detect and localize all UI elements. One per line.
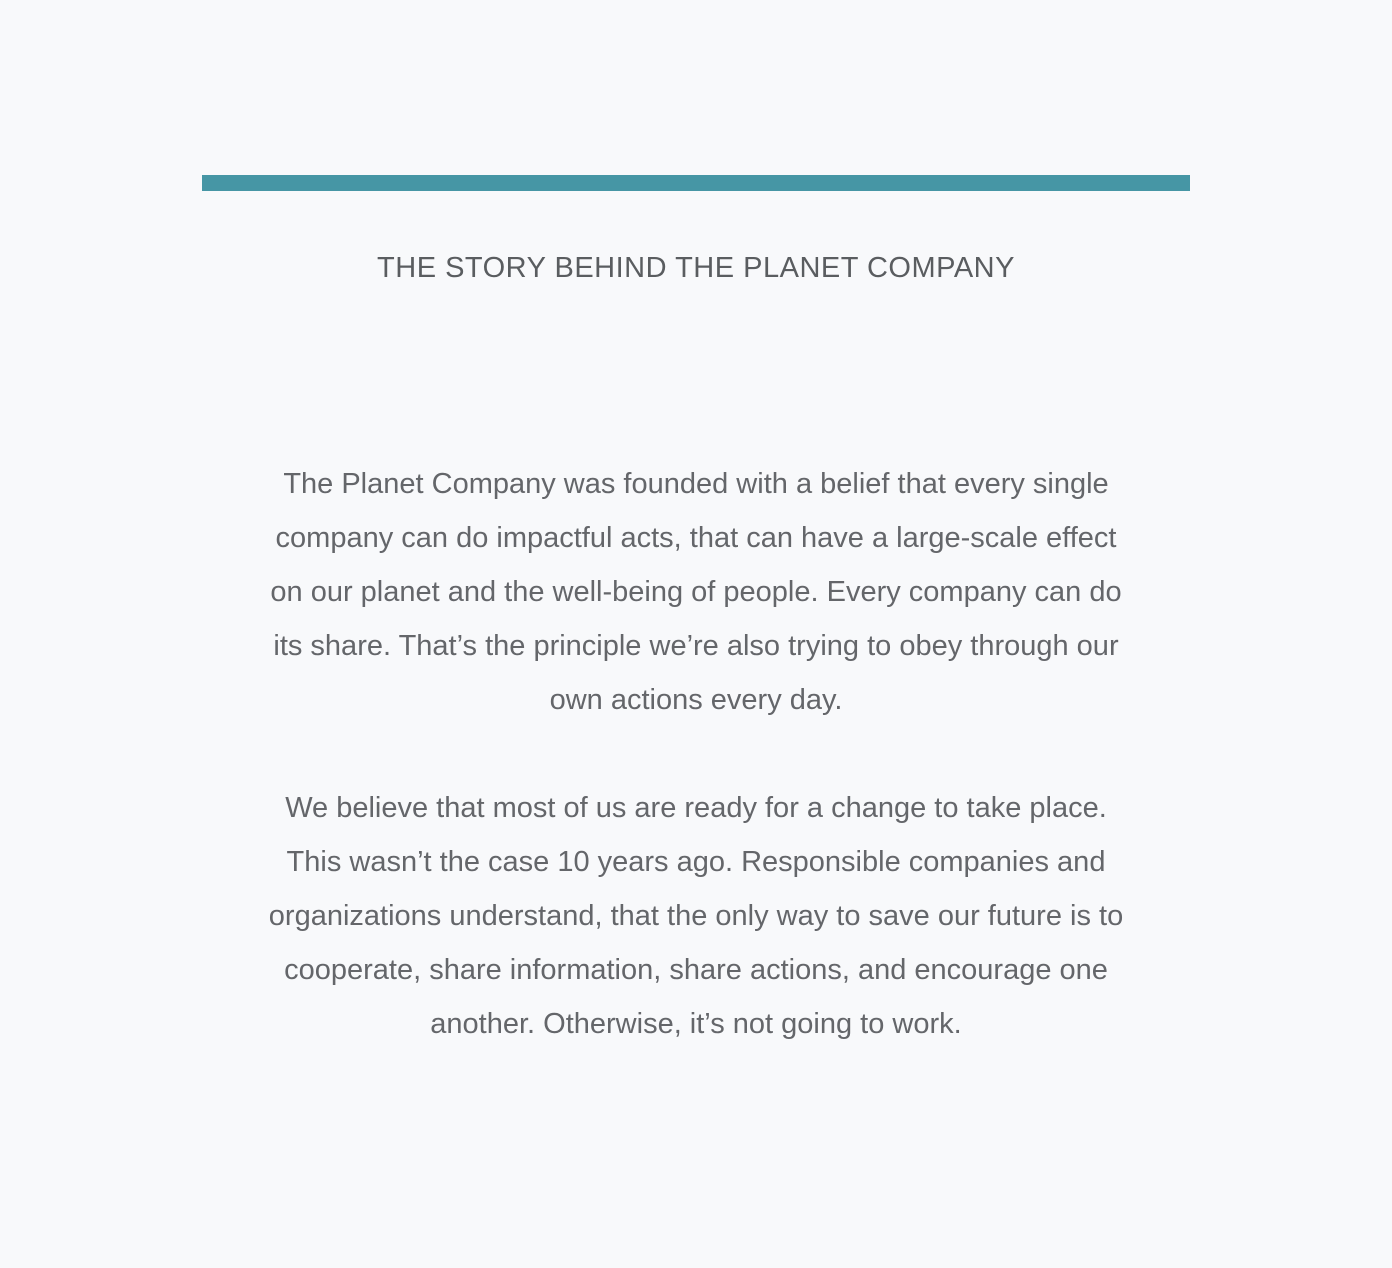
paragraph-line: own actions every day. <box>549 684 843 716</box>
paragraph-line: on our planet and the well-being of people. Every company can do <box>270 576 1122 608</box>
paragraph-2 <box>202 781 1190 1051</box>
paragraph-line: its share. That’s the principle we’re also trying to obey through our <box>273 630 1119 662</box>
paragraph-line: This wasn’t the case 10 years ago. Responsible companies and <box>286 846 1106 878</box>
paragraph-line: company can do impactful acts, that can have a large-scale effect <box>275 522 1117 554</box>
story-section <box>202 0 1190 1051</box>
paragraph-line: We believe that most of us are ready for a change to take place. <box>285 792 1107 824</box>
accent-bar <box>202 175 1190 191</box>
paragraph-line: cooperate, share information, share actions, and encourage one <box>284 954 1108 986</box>
paragraph-line: The Planet Company was founded with a belief that every single <box>283 468 1109 500</box>
section-title: THE STORY BEHIND THE PLANET COMPANY <box>377 252 1015 284</box>
story-text <box>202 457 1190 1051</box>
paragraph-1 <box>202 457 1190 727</box>
paragraph-line: organizations understand, that the only way to save our future is to <box>268 900 1124 932</box>
paragraph-line: another. Otherwise, it’s not going to work. <box>430 1008 962 1040</box>
